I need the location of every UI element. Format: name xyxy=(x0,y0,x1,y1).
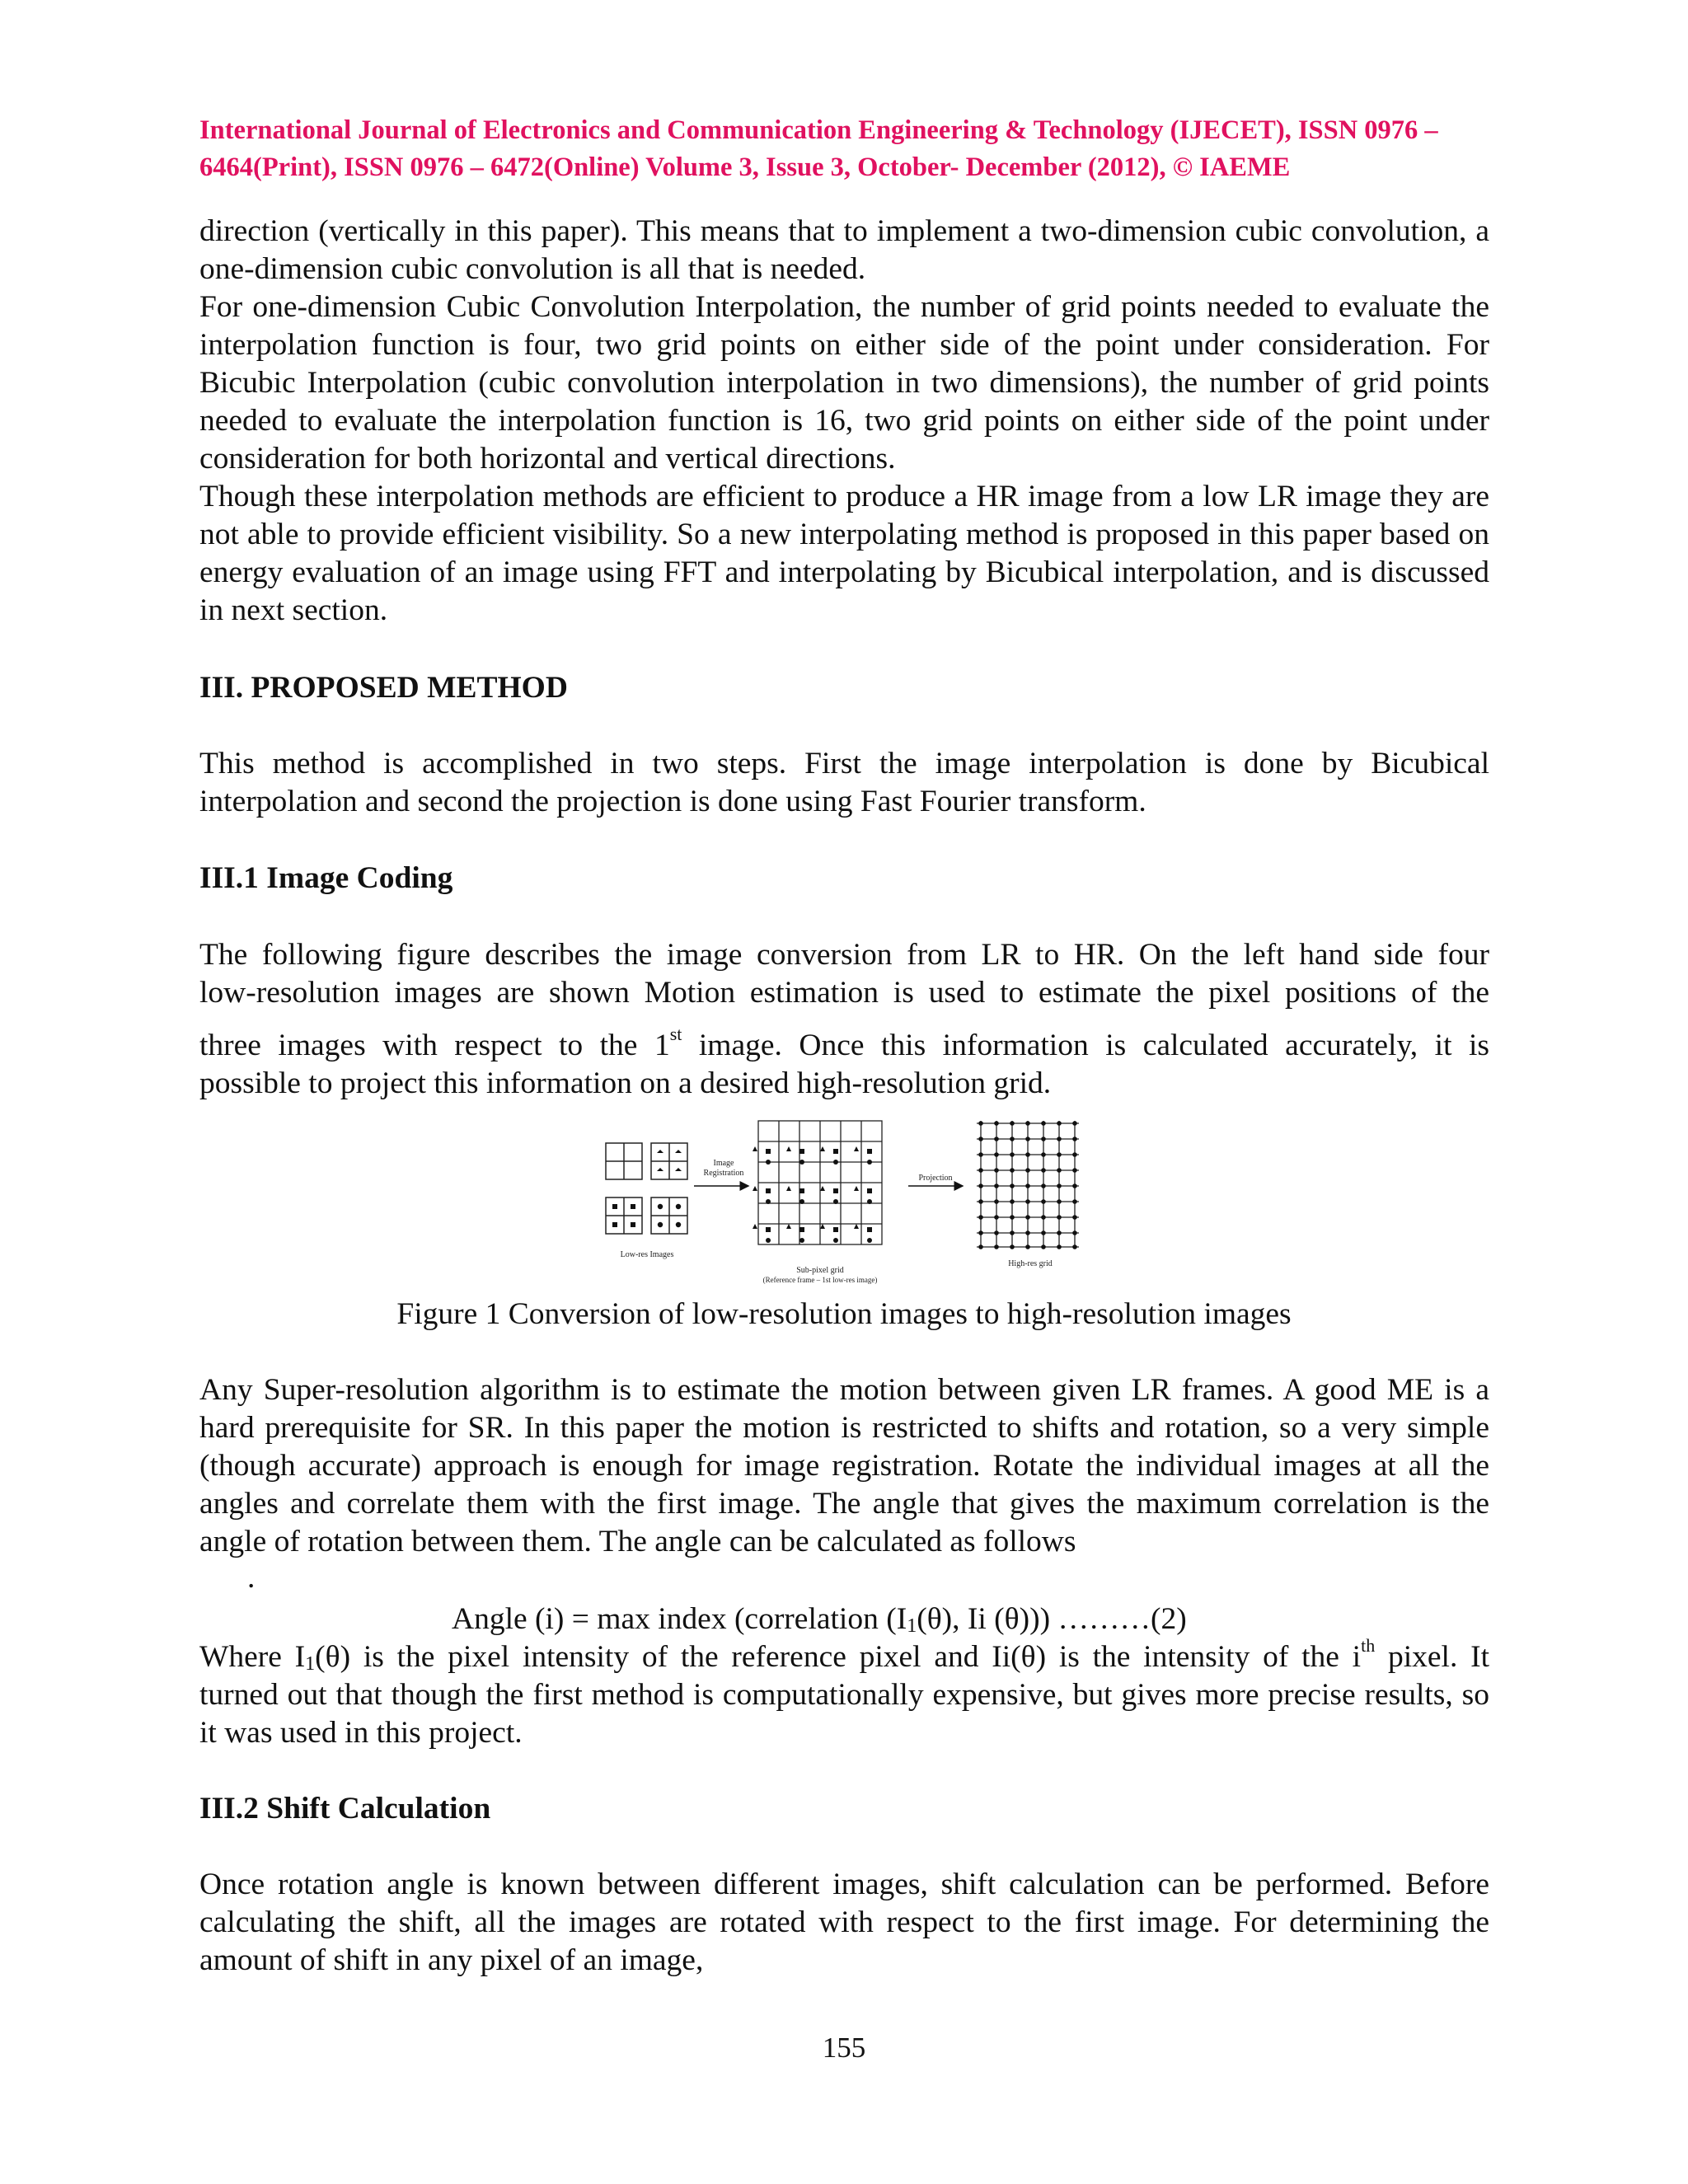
superscript-st: st xyxy=(669,1024,682,1044)
where-line-1 xyxy=(199,1635,1489,1676)
low-res-grid-triangles xyxy=(651,1143,687,1179)
where-subscript: 1 xyxy=(305,1653,316,1675)
where-text-b: (θ) is the pixel intensity of the reference pixel and Ii(θ) is the intensity of the i xyxy=(315,1640,1362,1674)
registration-label-2: Registration xyxy=(703,1169,744,1178)
journal-header-line-2: 6464(Print), ISSN 0976 – 6472(Online) Volume 3, Issue 3, October- December (2012), © IAEME xyxy=(199,152,1291,182)
intro-paragraph-2: For one-dimension Cubic Convolution Interpolation, the number of grid points needed to evaluate the interpolation function is four, two grid points on either side of the point under consideration. For Bicubic Interpolation (cubic convolution interpolation in two dimensions), the number of grid points needed to evaluate the interpolation function is 16, two grid points on either side of the point under consideration for both horizontal and vertical directions. xyxy=(199,290,1489,476)
sub-pixel-markers xyxy=(753,1146,872,1243)
where-paragraph xyxy=(199,1635,1489,1752)
where-text-c: pixel. It xyxy=(1375,1640,1489,1674)
intro-paragraph-3: Though these interpolation methods are efficient to produce a HR image from a low LR image they are not able to provide efficient visibility. So a new interpolating method is proposed in this paper based on energy evaluation of an image using FFT and interpolating by Bicubical interpolation, and is discussed in next section. xyxy=(199,480,1489,627)
section-3-paragraph: This method is accomplished in two steps. First the image interpolation is done by Bicubical interpolation and second the projection is done using Fast Fourier transform. xyxy=(199,747,1489,818)
equation-subscript: 1 xyxy=(907,1615,917,1637)
after-figure-paragraph: Any Super-resolution algorithm is to estimate the motion between given LR frames. A good ME is a hard prerequisite for SR. In this paper the motion is restricted to shifts and rotation, so a very simple (though accurate) approach is enough for image registration. Rotate the individual images at all the angles and correlate them with the first image. The angle that gives the maximum correlation is the angle of rotation between them. The angle can be calculated as follows xyxy=(199,1373,1489,1558)
where-text-a: Where I xyxy=(199,1640,306,1674)
registration-label-1: Image xyxy=(713,1159,734,1168)
section-3-1-line-4: possible to project this information on a desired high-resolution grid. xyxy=(199,1066,1052,1100)
section-3-2-text xyxy=(199,1866,1489,1980)
section-3-1-line-1: The following figure describes the image conversion from LR to HR. On the left hand side four xyxy=(199,938,1489,972)
section-3-2-heading: III.2 Shift Calculation xyxy=(199,1792,491,1825)
section-3-1-line-3 xyxy=(199,1024,1489,1065)
section-3-1-heading: III.1 Image Coding xyxy=(199,861,453,895)
sub-pixel-label-1: Sub-pixel grid xyxy=(796,1266,844,1275)
where-rest: turned out that though the first method is computationally expensive, but gives more precise results, so it was used in this project. xyxy=(199,1678,1489,1750)
high-res-label: High-res grid xyxy=(1008,1259,1053,1268)
low-res-grid-empty xyxy=(606,1143,642,1179)
section-3-heading: III. PROPOSED METHOD xyxy=(199,671,568,705)
low-res-grid-squares xyxy=(606,1197,642,1234)
intro-paragraph-1: direction (vertically in this paper). This means that to implement a two-dimension cubic convolution, a one-dimension cubic convolution is all that is needed. xyxy=(199,214,1489,286)
intro-section xyxy=(199,213,1489,630)
stray-dot: . xyxy=(247,1561,256,1595)
superscript-th: th xyxy=(1361,1635,1376,1656)
figure-1-caption: Figure 1 Conversion of low-resolution images to high-resolution images xyxy=(396,1297,1292,1331)
after-figure-text xyxy=(199,1371,1489,1561)
sub-pixel-grid xyxy=(758,1121,882,1244)
line-3-end: image. Once this information is calculated accurately, it is xyxy=(682,1029,1489,1062)
equation-2 xyxy=(452,1601,1187,1638)
journal-header xyxy=(199,112,1493,186)
equation-end: (θ), Ii (θ))) ………(2) xyxy=(917,1602,1187,1636)
low-res-grid-circles xyxy=(651,1197,687,1234)
section-3-1-text xyxy=(199,936,1489,1103)
line-3-start: three images with respect to the 1 xyxy=(199,1029,670,1062)
section-3-2-paragraph: Once rotation angle is known between different images, shift calculation can be performed. Before calculating the shift, all the images are rotated with respect to the first image. For determining the amount of shift in any pixel of an image, xyxy=(199,1868,1489,1977)
projection-label: Projection xyxy=(918,1174,953,1183)
section-3-text xyxy=(199,745,1489,821)
figure-1-diagram xyxy=(602,1117,1113,1294)
page-number: 155 xyxy=(822,2032,866,2064)
section-3-1-line-2: low-resolution images are shown Motion estimation is used to estimate the pixel positions of the xyxy=(199,976,1489,1010)
figure-1 xyxy=(602,1117,1113,1294)
equation-start: Angle (i) = max index (correlation (I xyxy=(452,1602,907,1636)
low-res-label: Low-res Images xyxy=(620,1250,674,1259)
low-res-images xyxy=(606,1143,687,1234)
sub-pixel-label-2: (Reference frame – 1st low-res image) xyxy=(762,1276,878,1284)
journal-header-line-1: International Journal of Electronics and Communication Engineering & Technology (IJECET), ISSN 0976 – xyxy=(199,115,1438,145)
